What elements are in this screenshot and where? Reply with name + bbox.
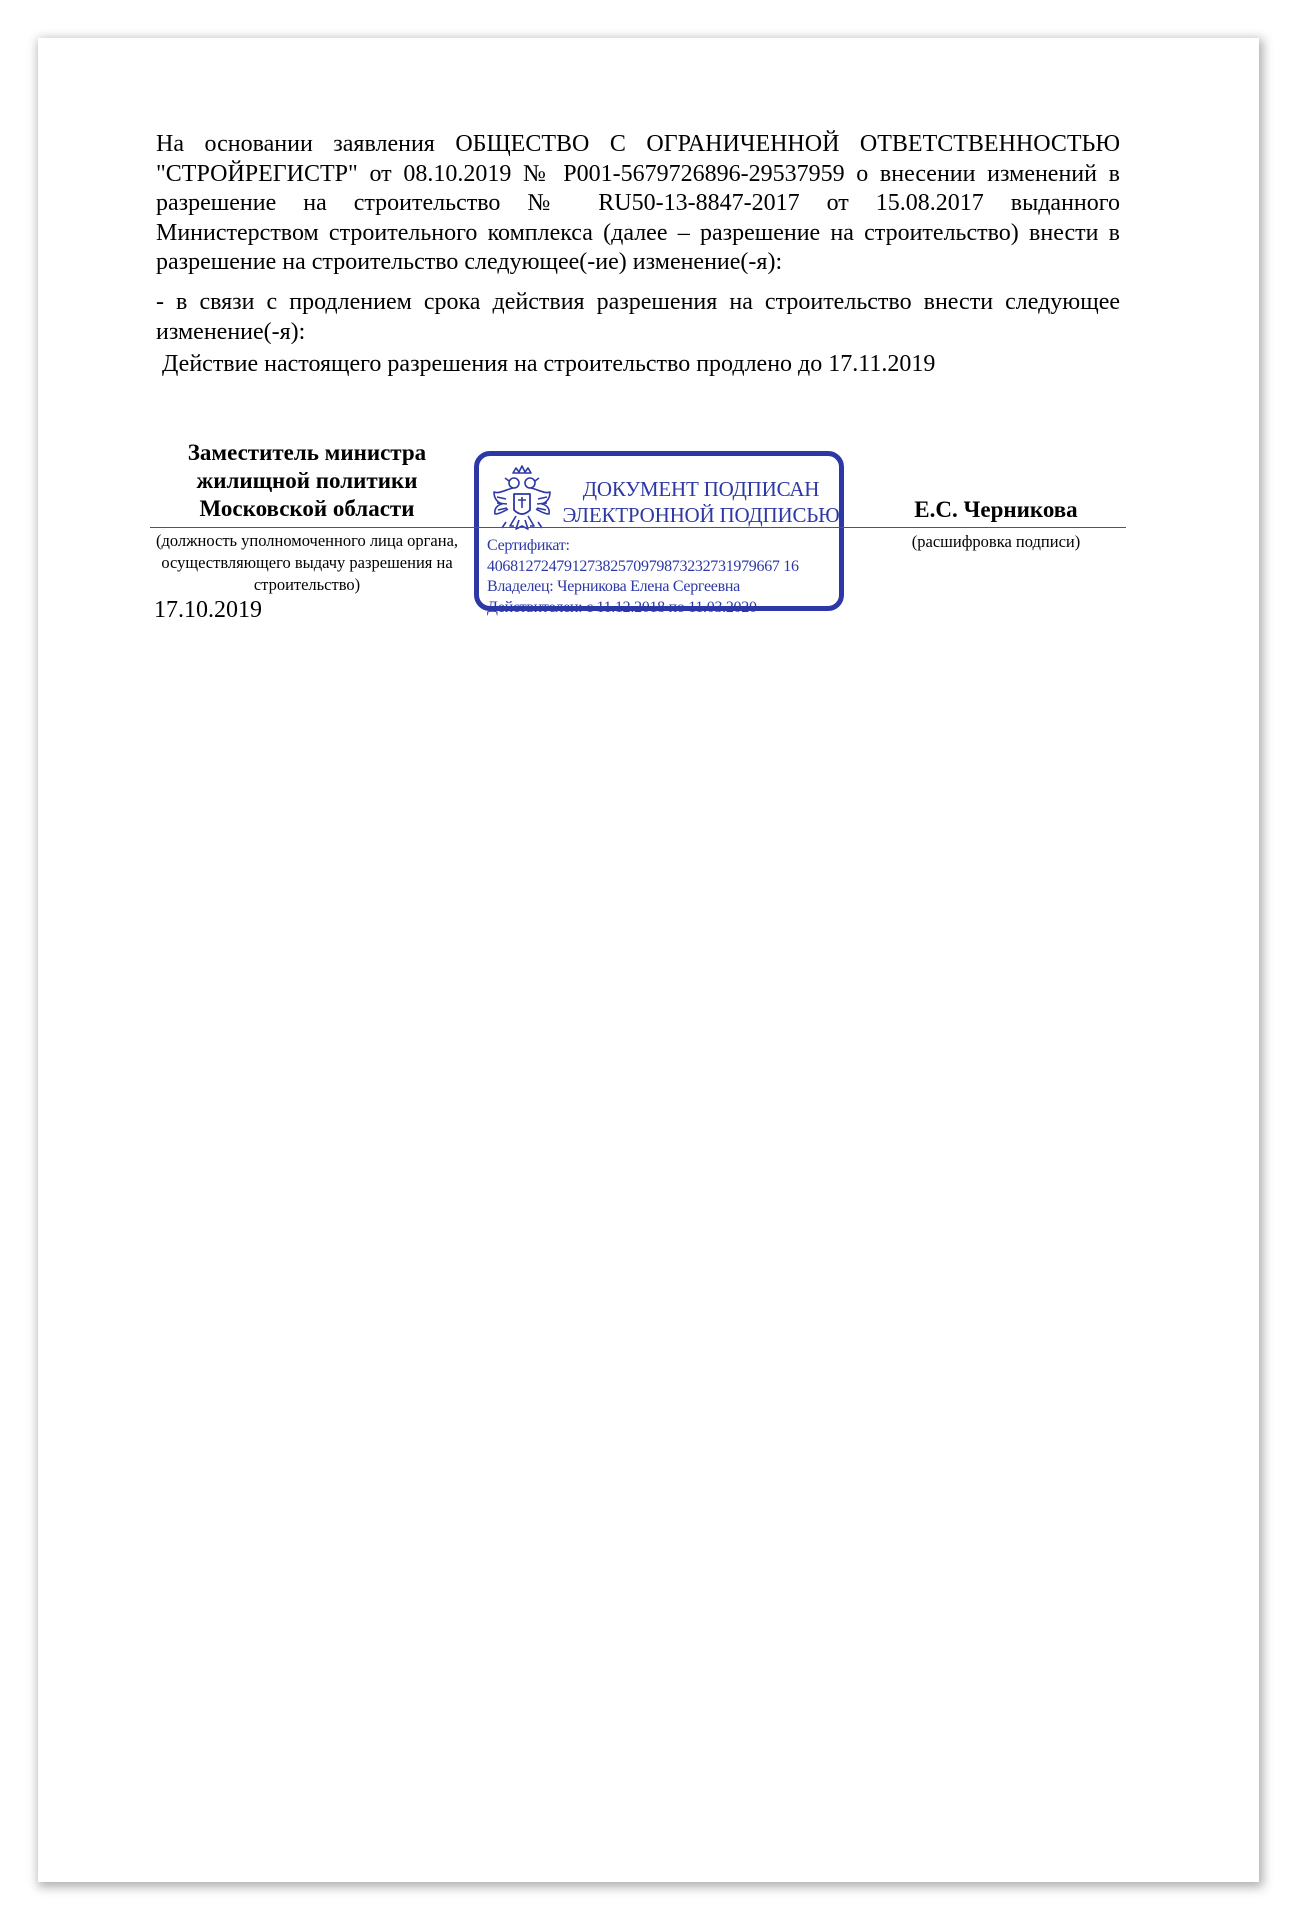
signer-name: Е.С. Черникова (914, 497, 1078, 522)
certificate-label: Сертификат: (487, 537, 570, 554)
coat-of-arms-icon (489, 464, 555, 540)
stamp-certificate-info (487, 536, 843, 618)
signer-caption: (расшифровка подписи) (911, 532, 1081, 551)
signature-date: 17.10.2019 (154, 597, 262, 623)
document-page (38, 38, 1259, 1882)
stamp-title (557, 476, 845, 528)
extension-paragraph: - в связи с продлением срока действия разрешения на строительство внести следующее изменение(-я): (156, 289, 1120, 345)
stamp-title-line-2: ЭЛЕКТРОННОЙ ПОДПИСЬЮ (562, 503, 840, 527)
application-paragraph: На основании заявления ОБЩЕСТВО С ОГРАНИЧЕННОЙ ОТВЕТСТВЕННОСТЬЮ "СТРОЙРЕГИСТР" от 08.10.2019 № P001-5679726896-29537959 о внесении изменений в разрешение на строительство № RU50-13-8847-2017 от 15.08.2017 выданного Министерством строительного комплекса (далее – разрешение на строительство) внести в разрешение на строительство следующее(-ие) изменение(-я): (156, 131, 1120, 275)
official-title: Заместитель министра жилищной политики Московской области (187, 440, 427, 521)
stamp-title-line-1: ДОКУМЕНТ ПОДПИСАН (582, 477, 820, 501)
extension-statement: Действие настоящего разрешения на строительство продлено до 17.11.2019 (162, 351, 936, 377)
electronic-signature-stamp (474, 451, 844, 616)
certificate-validity: Действителен: с 11.12.2018 по 11.03.2020 (487, 598, 757, 616)
certificate-owner: Владелец: Черникова Елена Сергеевна (487, 578, 740, 595)
certificate-number: 40681272479127382570979873232731979667 16 (487, 557, 799, 575)
official-caption: (должность уполномоченного лица органа, осуществляющего выдачу разрешения на строительство) (155, 531, 459, 594)
signature-line (150, 527, 1126, 528)
